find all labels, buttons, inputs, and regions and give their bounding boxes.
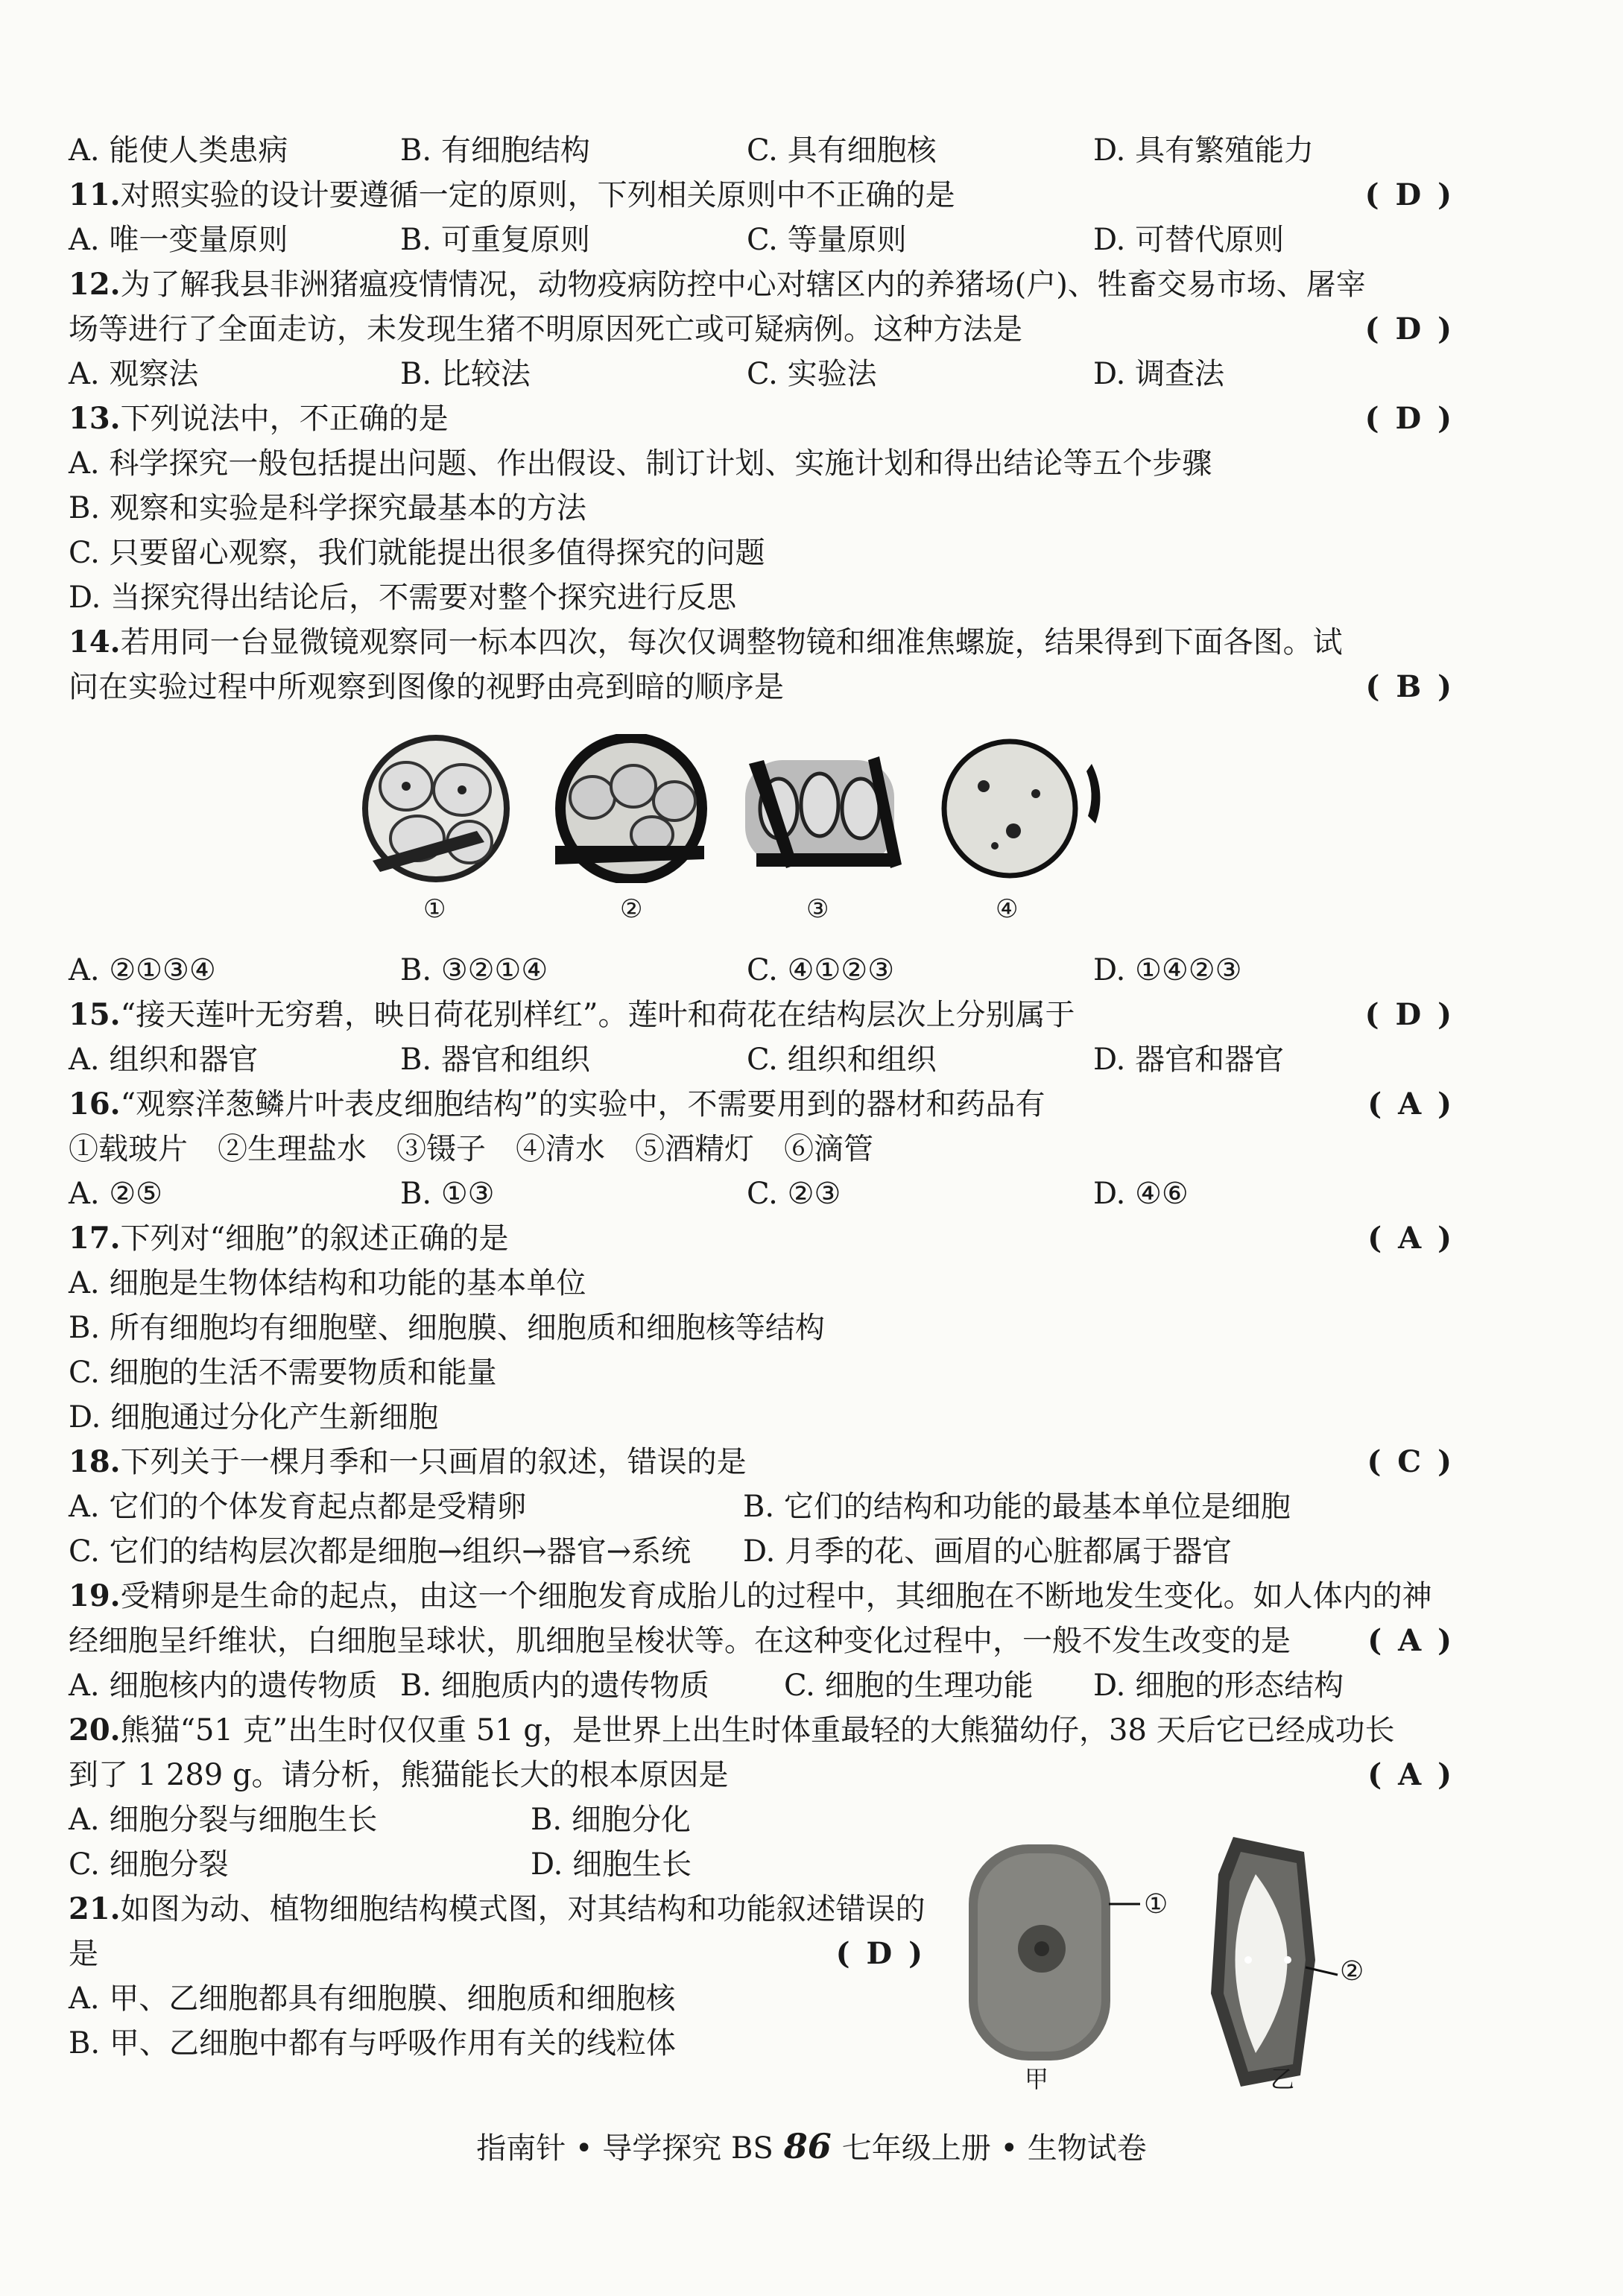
option-c: C. 只要留心观察，我们就能提出很多值得探究的问题	[69, 536, 765, 570]
question-text: “观察洋葱鳞片叶表皮细胞结构”的实验中，不需要用到的器材和药品有	[120, 1087, 1045, 1122]
question-text: 若用同一台显微镜观察同一标本四次，每次仅调整物镜和细准焦螺旋，结果得到下面各图。试	[120, 625, 1343, 660]
option-d: D. 细胞生长	[531, 1847, 692, 1882]
option-a: A. 观察法	[69, 357, 199, 391]
option-b: B. 器官和组织	[400, 1043, 590, 1077]
question-number: 17.	[69, 1221, 121, 1256]
question-14	[69, 620, 1455, 665]
question-text: 下列关于一棵月季和一只画眉的叙述，错误的是	[120, 1445, 747, 1479]
question-text: 受精卵是生命的起点，由这一个细胞发育成胎儿的过程中，其细胞在不断地发生变化。如人体内的神	[120, 1579, 1432, 1613]
question-13	[69, 396, 1455, 441]
question-number: 19.	[69, 1578, 121, 1613]
question-number: 15.	[69, 997, 121, 1032]
page-footer	[0, 2124, 1623, 2171]
caption-1: ①	[423, 894, 446, 924]
option-c: C. 细胞的生活不需要物质和能量	[69, 1356, 497, 1390]
q14-options	[69, 948, 1455, 993]
option-d: D. 具有繁殖能力	[1093, 133, 1314, 168]
label-plant-cell: 乙	[1271, 2065, 1295, 2093]
question-text: 到了 1 289 g。请分析，熊猫能长大的根本原因是	[69, 1758, 729, 1792]
question-number: 18.	[69, 1444, 121, 1479]
option-a: A. 能使人类患病	[69, 133, 288, 168]
question-21	[69, 1887, 926, 1932]
question-21-cont	[69, 1932, 926, 1976]
option-d: D. 细胞通过分化产生新细胞	[69, 1400, 439, 1435]
option-a: A. 科学探究一般包括提出问题、作出假设、制订计划、实施计划和得出结论等五个步骤	[69, 446, 1212, 481]
question-20	[69, 1708, 1455, 1753]
question-text: 下列说法中，不正确的是	[120, 402, 449, 436]
option-a: A. 它们的个体发育起点都是受精卵	[69, 1490, 527, 1524]
option-c: C. 实验法	[747, 357, 877, 391]
question-14-cont	[69, 665, 1455, 709]
question-text: 是	[69, 1937, 98, 1971]
answer: ( A )	[1367, 1221, 1455, 1256]
option-c: C. 它们的结构层次都是细胞→组织→器官→系统	[69, 1534, 692, 1569]
question-20-cont	[69, 1753, 1455, 1797]
q19-options	[69, 1663, 1455, 1708]
option-d: D. ①④②③	[1093, 953, 1242, 987]
question-15	[69, 993, 1455, 1037]
answer: ( D )	[1364, 401, 1455, 436]
question-19	[69, 1574, 1455, 1619]
question-12-cont	[69, 307, 1455, 352]
option-b: B. 它们的结构和功能的最基本单位是细胞	[743, 1490, 1291, 1524]
answer: ( D )	[835, 1936, 926, 1971]
label-1: ①	[1144, 1889, 1168, 1920]
footer-right: 七年级上册 • 生物试卷	[841, 2131, 1147, 2166]
answer: ( D )	[1364, 997, 1455, 1032]
question-number: 11.	[69, 177, 121, 212]
question-number: 16.	[69, 1087, 121, 1122]
option-b: B. ③②①④	[400, 953, 548, 987]
option-c: C. ④①②③	[747, 953, 895, 987]
question-18	[69, 1440, 1455, 1484]
option-c: C. ②③	[747, 1177, 841, 1211]
label-animal-cell: 甲	[1025, 2065, 1049, 2093]
q16-options	[69, 1171, 1455, 1216]
q18-options-ab	[69, 1484, 1455, 1529]
option-c: C. 等量原则	[747, 223, 907, 257]
option-a: A. 甲、乙细胞都具有细胞膜、细胞质和细胞核	[69, 1982, 676, 2016]
answer: ( A )	[1367, 1623, 1455, 1658]
option-b: B. 比较法	[400, 357, 531, 391]
option-d: D. ④⑥	[1093, 1177, 1189, 1211]
question-number: 20.	[69, 1712, 121, 1748]
option-b: B. 细胞质内的遗传物质	[400, 1669, 709, 1703]
option-d: D. 月季的花、画眉的心脏都属于器官	[743, 1534, 1233, 1569]
option-b: B. 细胞分化	[531, 1803, 691, 1837]
question-text: 问在实验过程中所观察到图像的视野由亮到暗的顺序是	[69, 670, 784, 704]
question-17	[69, 1216, 1455, 1261]
answer: ( B )	[1365, 669, 1455, 704]
option-d: D. 调查法	[1093, 357, 1225, 391]
q12-options	[69, 352, 1455, 396]
option-d: D. 细胞的形态结构	[1093, 1669, 1344, 1703]
option-c: C. 具有细胞核	[747, 133, 937, 168]
option-b: B. 观察和实验是科学探究最基本的方法	[69, 491, 586, 525]
question-number: 21.	[69, 1891, 121, 1926]
option-c: C. 组织和组织	[747, 1043, 937, 1077]
q10-options	[69, 128, 1455, 173]
option-b: B. 所有细胞均有细胞壁、细胞膜、细胞质和细胞核等结构	[69, 1311, 825, 1345]
question-number: 13.	[69, 401, 121, 436]
microscope-view-2	[540, 734, 723, 883]
page-number: 86	[783, 2126, 832, 2166]
option-d: D. 可替代原则	[1093, 223, 1285, 257]
question-11	[69, 173, 1455, 218]
answer: ( D )	[1364, 311, 1455, 347]
option-d: D. 当探究得出结论后，不需要对整个探究进行反思	[69, 581, 737, 615]
option-b: B. 甲、乙细胞中都有与呼吸作用有关的线粒体	[69, 2026, 676, 2061]
question-19-cont	[69, 1619, 1455, 1663]
q15-options	[69, 1037, 1455, 1082]
label-2: ②	[1340, 1956, 1364, 1987]
option-c: C. 细胞的生理功能	[784, 1669, 1034, 1703]
question-text: 场等进行了全面走访，未发现生猪不明原因死亡或可疑病例。这种方法是	[69, 312, 1022, 347]
question-text: 如图为动、植物细胞结构模式图，对其结构和功能叙述错误的	[120, 1892, 926, 1926]
question-text: 下列对“细胞”的叙述正确的是	[120, 1221, 509, 1256]
answer: ( D )	[1364, 177, 1455, 212]
option-a: A. 细胞核内的遗传物质	[69, 1669, 378, 1703]
footer-left: 指南针 • 导学探究 BS	[476, 2131, 773, 2166]
question-number: 12.	[69, 267, 121, 302]
caption-4: ④	[996, 894, 1019, 924]
question-12	[69, 262, 1455, 307]
option-d: D. 器官和器官	[1093, 1043, 1285, 1077]
question-text: 经细胞呈纤维状，白细胞呈球状，肌细胞呈梭状等。在这种变化过程中，一般不发生改变的是	[69, 1624, 1291, 1658]
option-a: A. 细胞分裂与细胞生长	[69, 1803, 378, 1837]
option-c: C. 细胞分裂	[69, 1847, 229, 1882]
microscope-view-3	[734, 734, 905, 883]
option-b: B. 可重复原则	[400, 223, 590, 257]
q16-items: ①载玻片 ②生理盐水 ③镊子 ④清水 ⑤酒精灯 ⑥滴管	[69, 1132, 873, 1166]
option-a: A. ②①③④	[69, 953, 216, 987]
question-number: 14.	[69, 624, 121, 660]
question-text: “接天莲叶无穷碧，映日荷花别样红”。莲叶和荷花在结构层次上分别属于	[120, 998, 1075, 1032]
option-a: A. 组织和器官	[69, 1043, 259, 1077]
question-text: 对照实验的设计要遵循一定的原则，下列相关原则中不正确的是	[120, 178, 955, 212]
caption-3: ③	[806, 894, 829, 924]
caption-2: ②	[620, 894, 643, 924]
option-a: A. 唯一变量原则	[69, 223, 288, 257]
option-b: B. ①③	[400, 1177, 495, 1211]
answer: ( A )	[1367, 1087, 1455, 1122]
option-b: B. 有细胞结构	[400, 133, 590, 168]
microscope-view-4	[917, 734, 1110, 883]
q11-options	[69, 218, 1455, 262]
answer: ( A )	[1367, 1757, 1455, 1792]
answer: ( C )	[1367, 1444, 1455, 1479]
option-a: A. ②⑤	[69, 1177, 163, 1211]
microscope-figures	[343, 734, 1103, 935]
option-a: A. 细胞是生物体结构和功能的基本单位	[69, 1266, 586, 1300]
question-text: 为了解我县非洲猪瘟疫情情况，动物疫病防控中心对辖区内的养猪场(户)、牲畜交易市场、屠宰	[120, 268, 1366, 302]
q18-options-cd	[69, 1529, 1455, 1574]
question-16	[69, 1082, 1455, 1127]
question-text: 熊猫“51 克”出生时仅仅重 51 g，是世界上出生时体重最轻的大熊猫幼仔，38 天后它已经成功长	[120, 1713, 1395, 1748]
microscope-view-1	[343, 734, 529, 883]
